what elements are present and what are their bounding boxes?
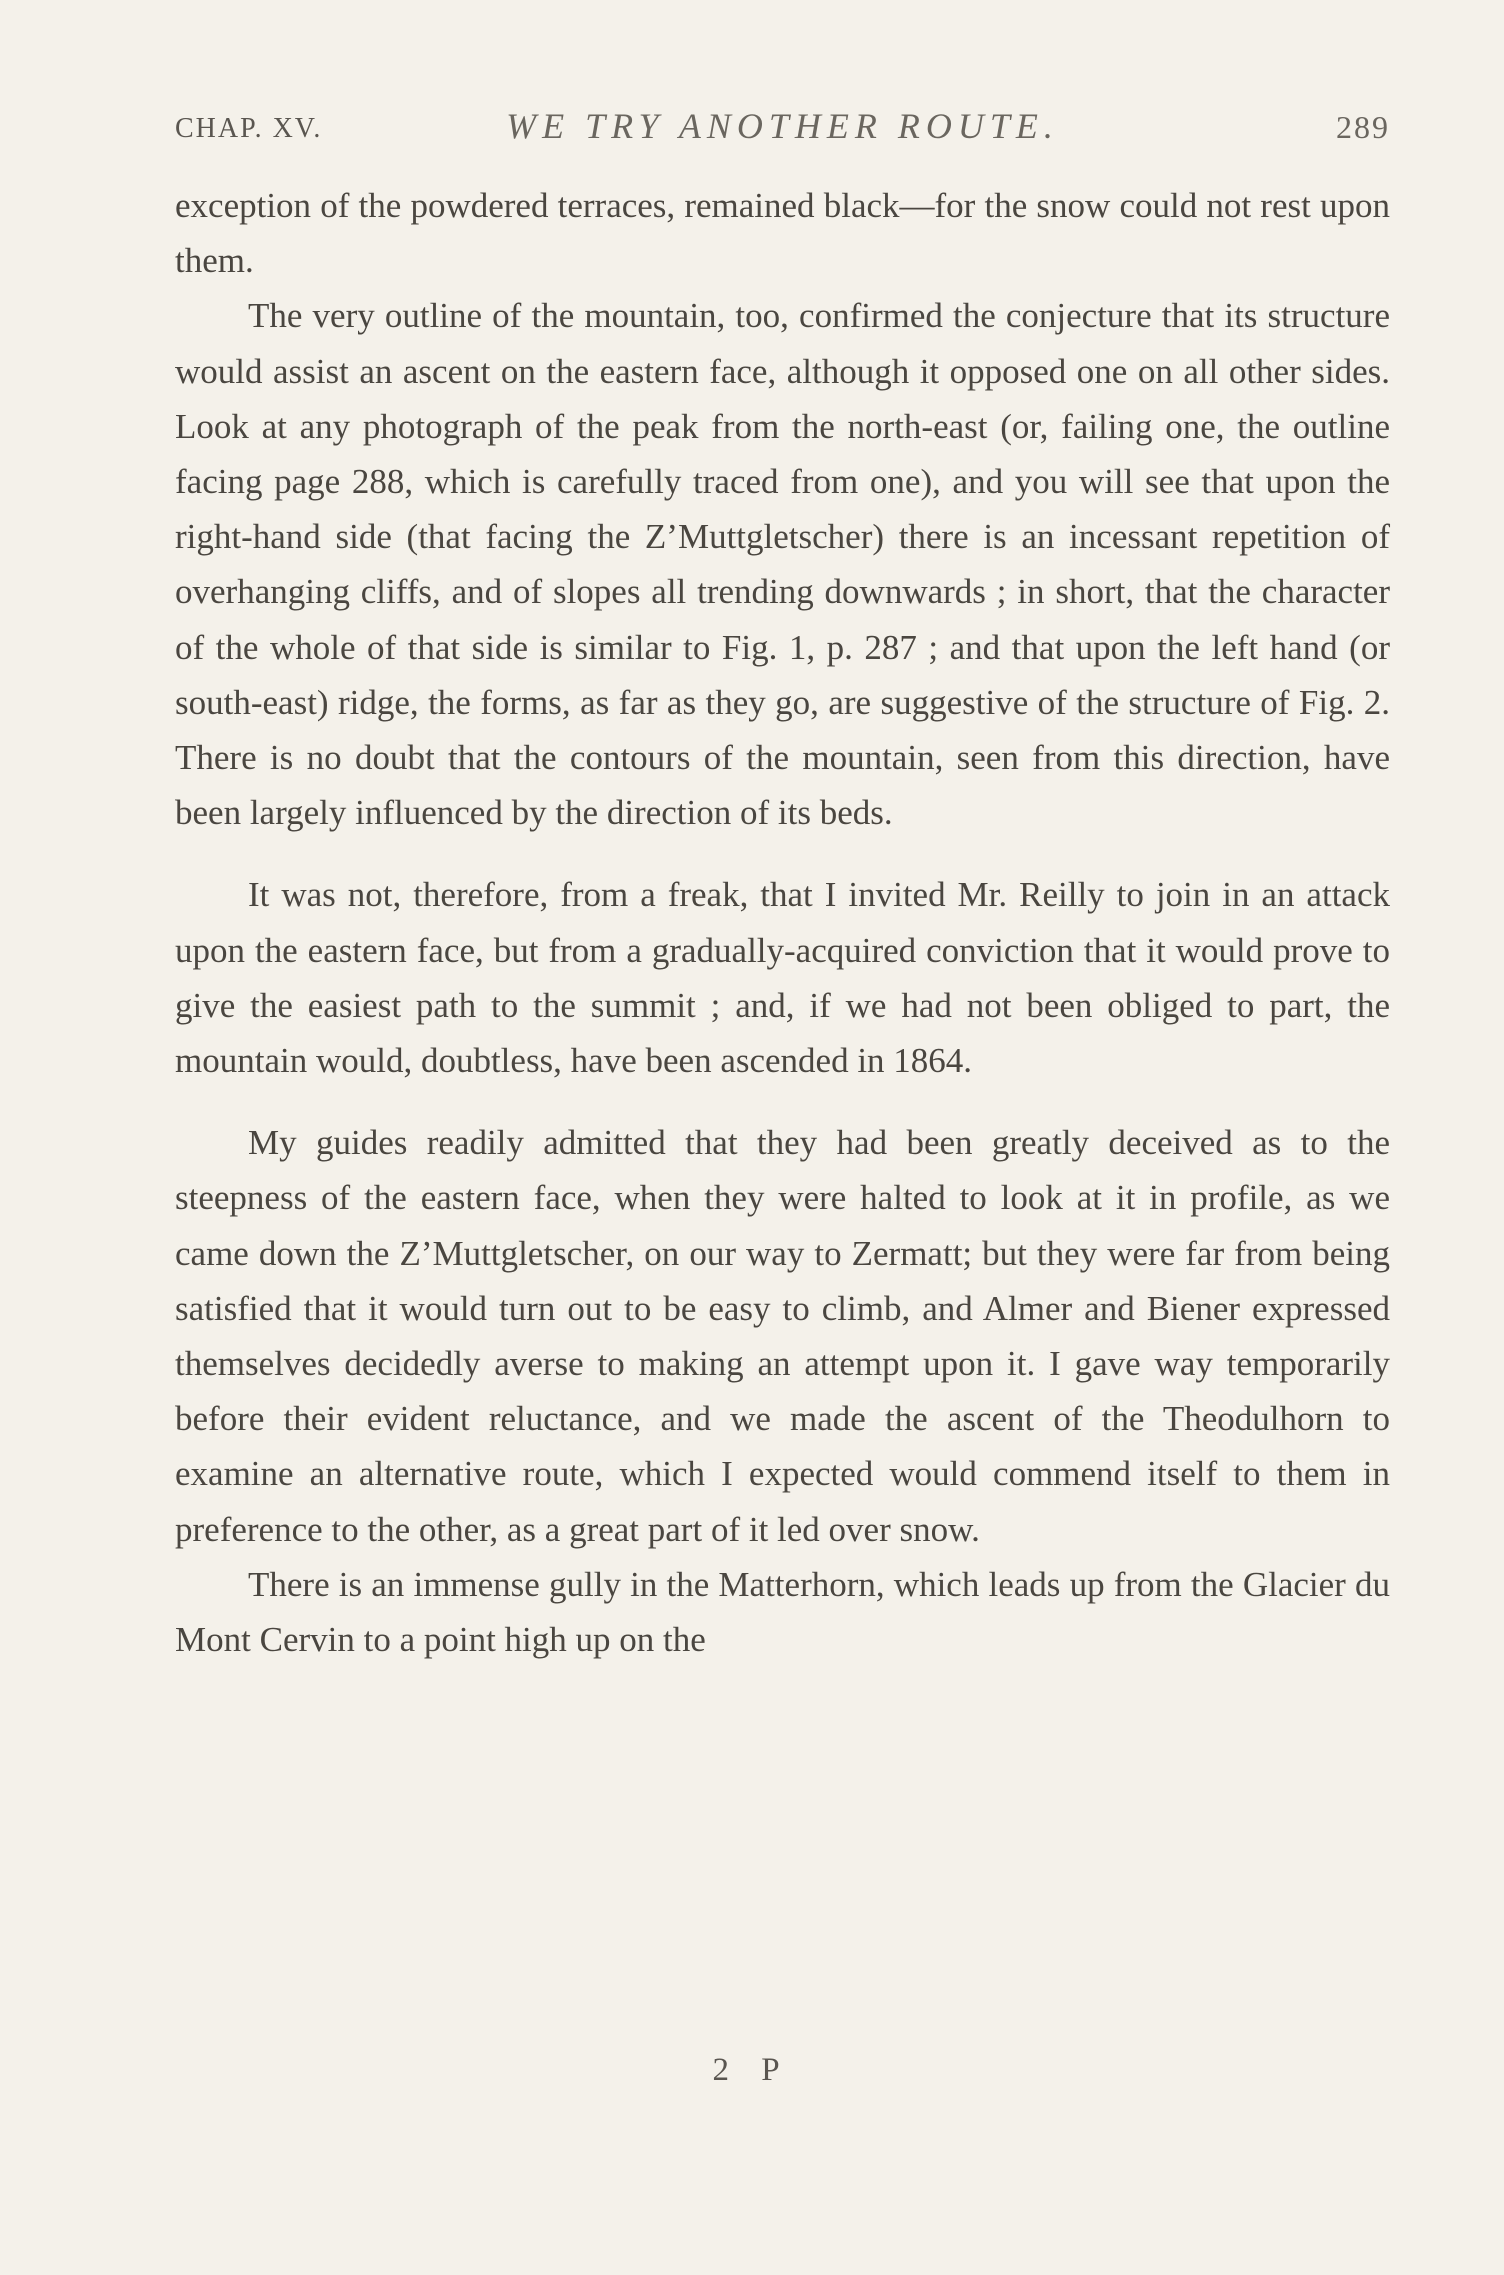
paragraph: My guides readily admitted that they had been greatly deceived as to the steepness of the eastern face, when they were halted to look at it in profile, as we came down the Z’Muttgletscher, on our way to Zermatt; but they were far from being satisfied that it would turn out to be easy to climb, and Almer and Biener expressed themselves decidedly averse to making an attempt upon it. I gave way temporarily before their evident reluctance, and we made the ascent of the Theodulhorn to examine an alternative route, which I expected would commend itself to them in preference to the other, as a great part of it led over snow. xyxy=(175,1123,1390,1549)
page-number: 289 xyxy=(1336,109,1390,145)
body-text xyxy=(175,178,1390,1667)
paragraph: There is an immense gully in the Matterhorn, which leads up from the Glacier du Mont Cervin to a point high up on the xyxy=(175,1564,1390,1660)
running-header xyxy=(175,105,1390,155)
paragraph: exception of the powdered terraces, remained black—for the snow could not rest upon them. xyxy=(175,186,1390,281)
running-title: WE TRY ANOTHER ROUTE. xyxy=(506,106,1059,146)
chapter-label: CHAP. XV. xyxy=(175,113,323,144)
paragraph: It was not, therefore, from a freak, that I invited Mr. Reilly to join in an attack upon the eastern face, but from a gradually-acquired conviction that it would prove to give the easiest path to the summit ; and, if we had not been obliged to part, the mountain would, doubtless, have been ascended in 1864. xyxy=(175,875,1390,1081)
signature-mark: 2 P xyxy=(712,2052,792,2088)
paragraph: The very outline of the mountain, too, confirmed the conjecture that its structure would assist an ascent on the eastern face, although it opposed one on all other sides. Look at any photograph of the peak from the north-east (or, failing one, the outline facing page 288, which is carefully traced from one), and you will see that upon the right-hand side (that facing the Z’Muttgletscher) there is an incessant repetition of overhanging cliffs, and of slopes all trending downwards ; in short, that the character of the whole of that side is similar to Fig. 1, p. 287 ; and that upon the left hand (or south-east) ridge, the forms, as far as they go, are suggestive of the structure of Fig. 2. There is no doubt that the contours of the mountain, seen from this direction, have been largely influenced by the direction of its beds. xyxy=(175,296,1390,833)
